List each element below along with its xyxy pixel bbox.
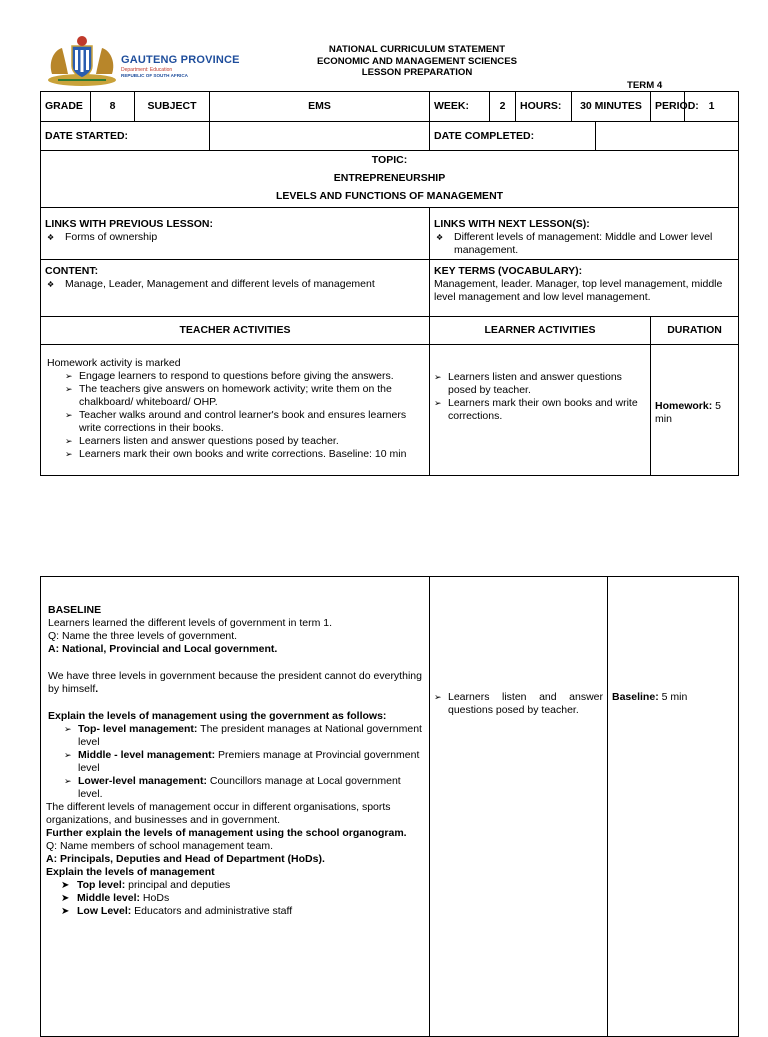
subject-value: EMS <box>210 92 430 122</box>
info-row <box>41 92 739 122</box>
homework-learner-item: ➢ Learners mark their own books and write corrections. <box>434 397 646 423</box>
period-label: PERIOD: <box>651 92 685 122</box>
grade-label: GRADE <box>41 92 91 122</box>
topic-row <box>41 151 739 208</box>
header-line-2: ECONOMIC AND MANAGEMENT SCIENCES <box>316 55 518 67</box>
baseline-question: Q: Name the three levels of government. <box>48 630 238 642</box>
homework-learner-item: ➢ Learners listen and answer questions posed by teacher. <box>434 371 646 397</box>
homework-duration-value: 5 min <box>655 400 721 425</box>
homework-teacher-item: ➢ Engage learners to respond to questions before giving the answers. <box>65 370 425 383</box>
government-level-item: ➢ Lower-level management: Councillors manage at Local government level. <box>64 775 425 801</box>
baseline-question-2: Q: Name members of school management team. <box>46 840 274 852</box>
homework-intro: Homework activity is marked <box>47 357 181 369</box>
content-label: CONTENT: <box>45 265 99 277</box>
subject-label: SUBJECT <box>135 92 210 122</box>
topic-cell <box>41 151 739 208</box>
homework-teacher-item: ➢ Learners listen and answer questions posed by teacher. <box>65 435 425 448</box>
homework-teacher-item: ➢ Learners mark their own books and write corrections. Baseline: 10 min <box>65 448 425 461</box>
date-started-value <box>210 122 430 151</box>
homework-duration-cell <box>651 345 739 476</box>
content-cell <box>41 260 430 317</box>
logo-name: GAUTENG PROVINCE <box>121 54 240 66</box>
baseline-paragraph-1-end: . <box>95 683 99 695</box>
topic-line-1: ENTREPRENEURSHIP <box>333 172 446 184</box>
baseline-answer: A: National, Provincial and Local government. <box>48 643 278 655</box>
teacher-activities-header: TEACHER ACTIVITIES <box>41 317 430 345</box>
previous-lesson-cell <box>41 208 430 260</box>
baseline-paragraph-1-text: We have three levels in government because the president cannot do everything by himself <box>48 670 422 695</box>
homework-learner-cell <box>430 345 651 476</box>
grade-value: 8 <box>91 92 135 122</box>
header-line-1: NATIONAL CURRICULUM STATEMENT <box>328 44 506 55</box>
baseline-teacher-cell <box>41 577 430 1037</box>
baseline-row <box>41 577 739 1037</box>
date-started-label: DATE STARTED: <box>41 122 210 151</box>
baseline-paragraph-1 <box>46 670 425 696</box>
gauteng-logo <box>44 34 244 88</box>
baseline-duration-value: 5 min <box>658 691 688 703</box>
lesson-plan-table <box>40 91 739 476</box>
government-level-item: ➢ Top- level management: The president manages at National government level <box>64 723 425 749</box>
baseline-intro: Learners learned the different levels of government in term 1. <box>48 617 333 629</box>
baseline-duration-label: Baseline: <box>612 691 659 703</box>
baseline-answer-2: A: Principals, Deputies and Head of Department (HoDs). <box>46 853 325 865</box>
content-item: ❖ Manage, Leader, Management and different levels of management <box>45 278 425 291</box>
homework-teacher-item: ➢ Teacher walks around and control learner's book and ensures learners write corrections in their books. <box>65 409 425 435</box>
content-row <box>41 260 739 317</box>
next-lesson-label: LINKS WITH NEXT LESSON(S): <box>434 218 590 230</box>
baseline-paragraph-2: The different levels of management occur in different organisations, sports organizations, and businesses and in government. <box>46 801 391 826</box>
explain-2-heading: Explain the levels of management <box>46 866 215 878</box>
school-level-item: ➤ Middle level: HoDs <box>61 892 425 905</box>
logo-country: REPUBLIC OF SOUTH AFRICA <box>121 73 188 78</box>
previous-lesson-label: LINKS WITH PREVIOUS LESSON: <box>45 218 214 230</box>
hours-value: 30 MINUTES <box>572 92 651 122</box>
term-label: TERM 4 <box>627 80 663 91</box>
hours-label: HOURS: <box>516 92 572 122</box>
key-terms-label: KEY TERMS (VOCABULARY): <box>434 265 583 277</box>
school-level-item: ➤ Top level: principal and deputies <box>61 879 425 892</box>
baseline-learner-item: ➢ Learners listen and answer questions posed by teacher. <box>434 691 603 717</box>
coat-of-arms-icon <box>44 34 120 88</box>
homework-teacher-item: ➢ The teachers give answers on homework activity; write them on the chalkboard/ whiteboard/ OHP. <box>65 383 425 409</box>
period-value: 1 <box>685 92 739 122</box>
key-terms-cell <box>430 260 739 317</box>
learner-activities-header: LEARNER ACTIVITIES <box>430 317 651 345</box>
next-lesson-cell <box>430 208 739 260</box>
key-terms-text: Management, leader. Manager, top level management, middle level management and low level management. <box>434 278 723 303</box>
document-header <box>300 44 534 79</box>
further-heading: Further explain the levels of management using the school organogram. <box>46 827 407 839</box>
explain-heading: Explain the levels of management using the government as follows: <box>48 710 387 722</box>
date-completed-value <box>596 122 739 151</box>
baseline-learner-cell <box>430 577 608 1037</box>
baseline-duration-cell <box>608 577 739 1037</box>
duration-header: DURATION <box>651 317 739 345</box>
homework-row <box>41 345 739 476</box>
week-value: 2 <box>490 92 516 122</box>
baseline-title: BASELINE <box>48 604 102 616</box>
dates-row <box>41 122 739 151</box>
date-completed-label: DATE COMPLETED: <box>430 122 596 151</box>
homework-duration-label: Homework: <box>655 400 713 412</box>
topic-label: TOPIC: <box>371 154 408 166</box>
homework-teacher-cell <box>41 345 430 476</box>
previous-lesson-item: ❖ Forms of ownership <box>45 231 425 244</box>
government-level-item: ➢ Middle - level management: Premiers manage at Provincial government level <box>64 749 425 775</box>
links-row <box>41 208 739 260</box>
week-label: WEEK: <box>430 92 490 122</box>
next-lesson-item: ❖ Different levels of management: Middle and Lower level management. <box>434 231 734 257</box>
baseline-table <box>40 576 739 1037</box>
header-line-3: LESSON PREPARATION <box>361 67 473 78</box>
topic-line-2: LEVELS AND FUNCTIONS OF MANAGEMENT <box>275 190 504 202</box>
school-level-item: ➤ Low Level: Educators and administrative staff <box>61 905 425 918</box>
activities-header-row <box>41 317 739 345</box>
logo-department: Department: Education <box>121 67 173 73</box>
